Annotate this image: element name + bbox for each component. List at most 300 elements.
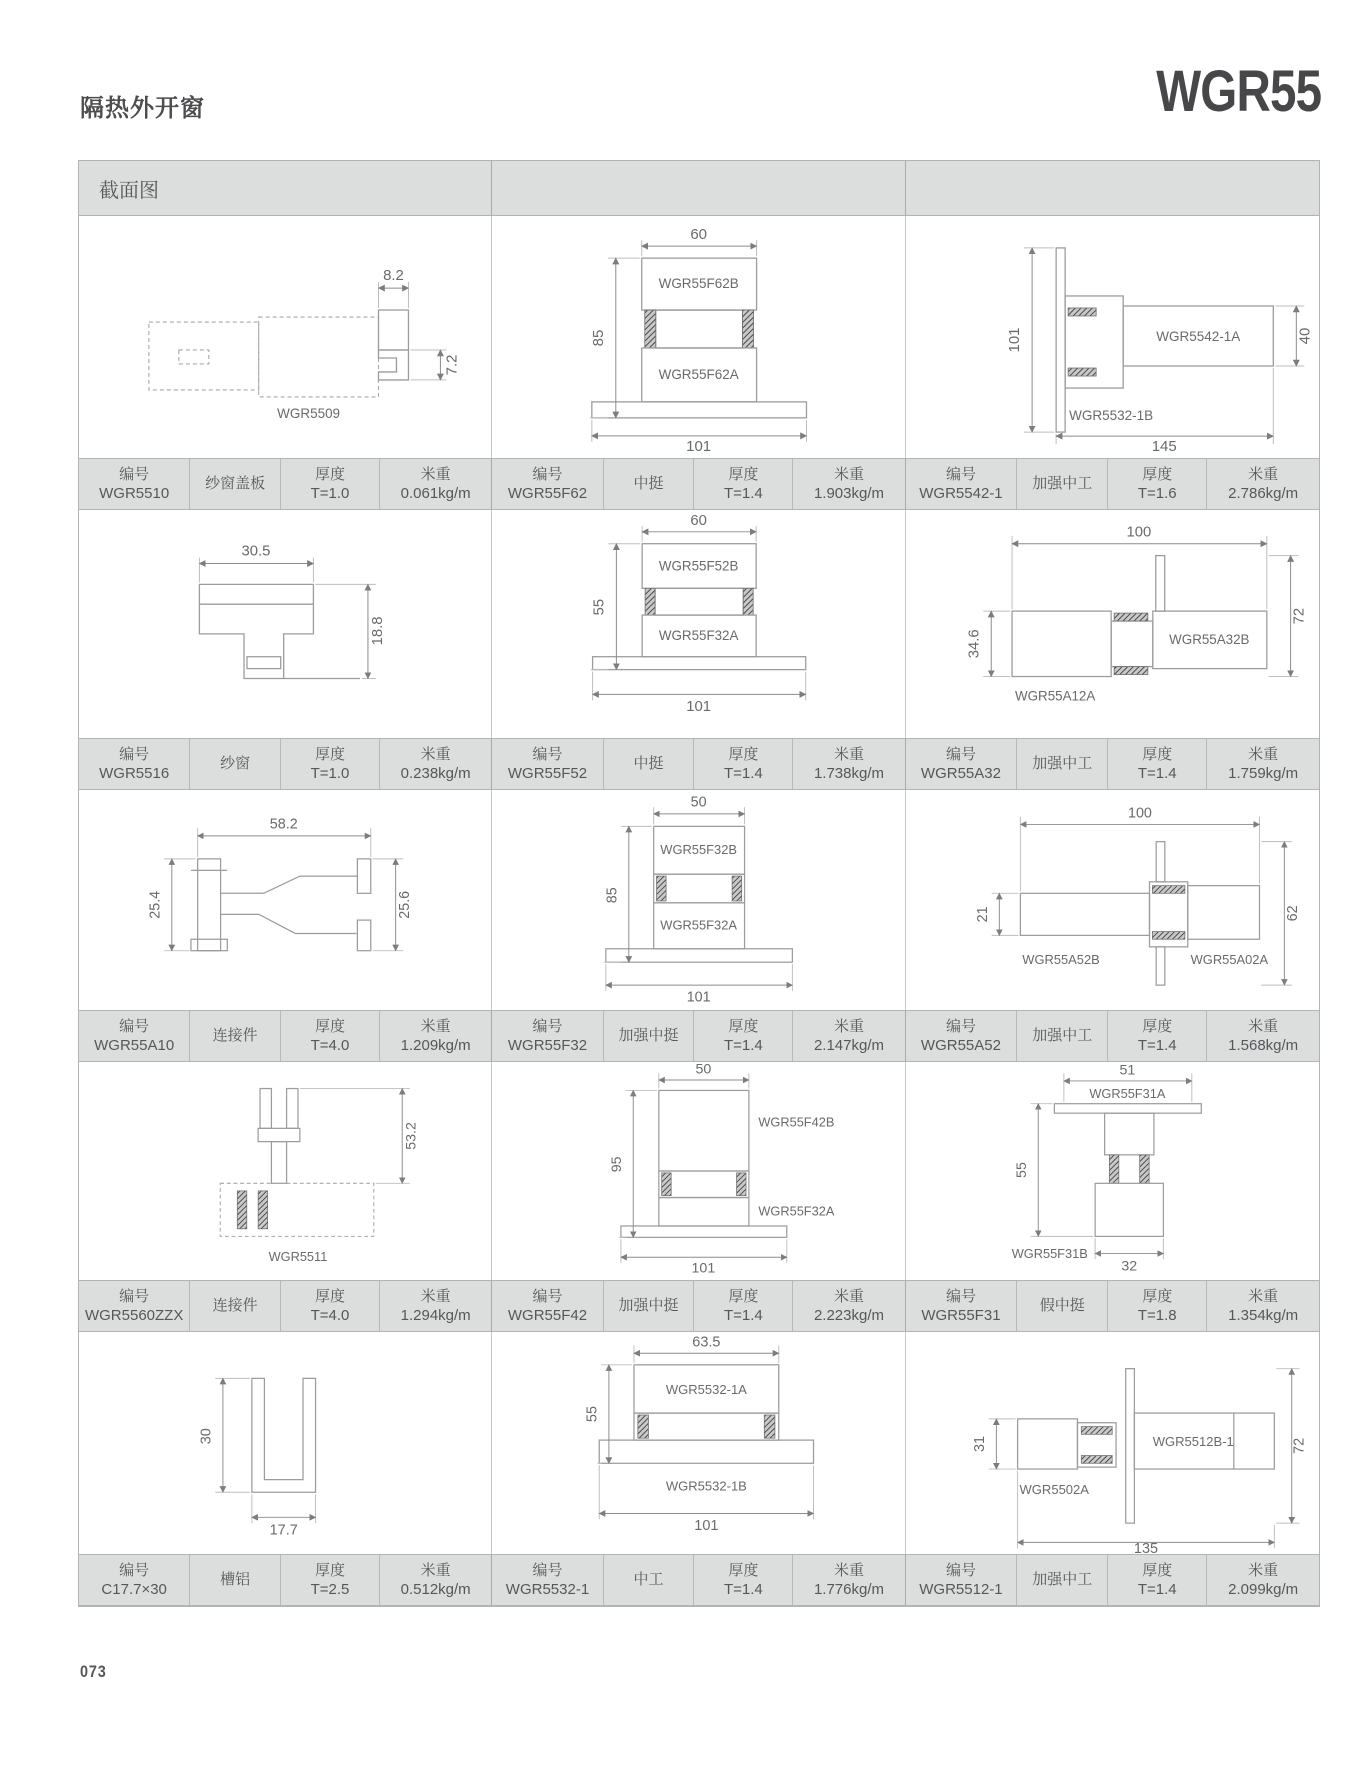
spec-group [906, 1555, 1319, 1605]
spec-weight-value: 1.354kg/m [1228, 1307, 1299, 1324]
spec-code-label: 编号 [532, 1287, 563, 1305]
dim-label: 101 [691, 1260, 716, 1277]
series-code: WGR55 [1155, 59, 1321, 124]
profile-label: WGR55F52B [659, 558, 739, 574]
spec-thickness-label: 厚度 [1142, 745, 1173, 763]
spec-thickness-value: T=1.4 [723, 765, 763, 782]
spec-code-value: WGR55A10 [94, 1037, 175, 1054]
spec-thickness-label: 厚度 [1142, 1017, 1173, 1035]
dim-label: 8.2 [383, 267, 404, 285]
spec-code-value: WGR55F62 [507, 485, 588, 502]
spec-weight [380, 459, 491, 509]
page-title: 隔热外开窗 [80, 95, 205, 122]
spec-group [79, 1011, 492, 1061]
spec-thickness-value: T=1.4 [723, 1307, 763, 1324]
profile-label: WGR55F32B [660, 842, 738, 858]
dim-label: 101 [686, 699, 712, 716]
spec-weight [793, 1281, 904, 1331]
spec-code-label: 编号 [532, 1561, 563, 1579]
profile-label: WGR55F31A [1089, 1086, 1166, 1102]
spec-weight-value: 0.512kg/m [400, 1581, 471, 1598]
spec-name [604, 739, 695, 789]
drawing-row [79, 216, 1319, 458]
dim-label: 50 [695, 1062, 712, 1078]
dim-label: 40 [1295, 327, 1313, 345]
spec-code-value: WGR5512-1 [919, 1581, 1003, 1598]
profile-drawing [906, 790, 1319, 1010]
profile-label: WGR55F42B [758, 1114, 835, 1130]
spec-thickness [1108, 1281, 1207, 1331]
spec-weight [1207, 1555, 1319, 1605]
spec-thickness-value: T=1.4 [1137, 1581, 1177, 1598]
profile-outline [252, 1378, 316, 1492]
spec-group [492, 1011, 905, 1061]
spec-group [79, 739, 492, 789]
spec-row [79, 1010, 1319, 1062]
spec-weight-value: 1.759kg/m [1228, 765, 1299, 782]
spec-weight-label: 米重 [1248, 1017, 1279, 1035]
spec-thickness [694, 1011, 793, 1061]
profile-label: WGR5511 [268, 1249, 328, 1265]
spec-name [1017, 1281, 1108, 1331]
profile-drawing [906, 1332, 1319, 1554]
dim-label: 21 [974, 906, 991, 923]
spec-name-value: 连接件 [212, 1027, 258, 1045]
dimensions [147, 816, 413, 950]
drawing-wgr55f42 [492, 1062, 905, 1280]
spec-thickness-label: 厚度 [315, 1017, 346, 1035]
spec-code-label: 编号 [945, 1287, 976, 1305]
spec-weight-label: 米重 [420, 1561, 451, 1579]
spec-weight [380, 1011, 491, 1061]
dim-label: 53.2 [403, 1122, 420, 1150]
spec-thickness-label: 厚度 [1142, 1561, 1173, 1579]
profile-drawing [79, 216, 491, 458]
dimensions [198, 1378, 315, 1538]
spec-code-value: WGR55F42 [507, 1307, 588, 1324]
dim-label: 51 [1119, 1062, 1135, 1079]
spec-weight-value: 1.294kg/m [400, 1307, 471, 1324]
drawing-row [79, 1062, 1319, 1280]
dimensions [590, 226, 807, 455]
dim-label: 62 [1284, 905, 1301, 922]
page-number: 073 [80, 1662, 107, 1681]
profile-label: WGR5542-1A [1155, 329, 1240, 345]
spec-code-value: WGR5532-1 [505, 1581, 590, 1598]
profile-drawing [906, 1062, 1319, 1280]
spec-thickness [1108, 1555, 1207, 1605]
spec-thickness-label: 厚度 [728, 465, 759, 483]
dim-label: 63.5 [692, 1334, 721, 1351]
spec-name-value: 中挺 [633, 475, 664, 493]
profile-label: WGR5532-1A [666, 1381, 748, 1397]
spec-group [492, 459, 905, 509]
section-header-cell [492, 161, 905, 215]
spec-thickness-value: T=1.4 [723, 1037, 763, 1054]
spec-group [906, 1281, 1319, 1331]
drawing-wgr55f62 [492, 216, 905, 458]
spec-weight-value: 0.238kg/m [400, 765, 471, 782]
spec-code [79, 1011, 190, 1061]
spec-thickness [281, 739, 380, 789]
spec-name-value: 中挺 [633, 755, 664, 773]
spec-weight-label: 米重 [1248, 1561, 1279, 1579]
dim-label: 95 [609, 1156, 626, 1173]
drawing-wgr5516 [79, 510, 492, 738]
profile-drawing [79, 510, 491, 738]
spec-weight-value: 2.147kg/m [813, 1037, 884, 1054]
spec-code-label: 编号 [945, 745, 976, 763]
drawing-wgr55a52 [906, 790, 1319, 1010]
dim-label: 18.8 [369, 616, 386, 646]
profile-label: WGR55F32A [660, 917, 738, 933]
dimensions [1006, 248, 1313, 455]
profile-outline [220, 1089, 374, 1237]
spec-group [492, 739, 905, 789]
spec-weight [380, 1555, 491, 1605]
drawing-channel [79, 1332, 492, 1554]
spec-name [604, 1011, 695, 1061]
spec-row [79, 738, 1319, 790]
spec-weight-value: 1.568kg/m [1228, 1037, 1299, 1054]
spec-code [79, 1555, 190, 1605]
spec-row [79, 1280, 1319, 1332]
profile-drawing [492, 510, 904, 738]
spec-thickness [694, 1555, 793, 1605]
spec-thickness [694, 1281, 793, 1331]
spec-code [492, 739, 603, 789]
dim-label: 101 [686, 437, 712, 455]
spec-code [79, 739, 190, 789]
spec-group [492, 1555, 905, 1605]
dim-label: 17.7 [269, 1522, 298, 1539]
spec-weight [1207, 739, 1319, 789]
spec-weight [380, 1281, 491, 1331]
spec-thickness-value: T=1.0 [310, 485, 350, 502]
spec-weight-label: 米重 [1248, 745, 1279, 763]
spec-thickness-value: T=4.0 [310, 1037, 350, 1054]
profile-label: WGR55F31B [1011, 1246, 1088, 1262]
drawing-wgr5511 [79, 1062, 492, 1280]
spec-thickness-label: 厚度 [315, 1287, 346, 1305]
drawing-wgr55f32 [492, 790, 905, 1010]
dim-label: 60 [690, 512, 708, 529]
profile-outline [149, 310, 409, 397]
spec-weight [380, 739, 491, 789]
section-header-cell [79, 161, 492, 215]
profile-label: WGR55A02A [1190, 952, 1268, 968]
drawing-wgr5509 [79, 216, 492, 458]
spec-weight-value: 2.223kg/m [813, 1307, 884, 1324]
drawing-wgr5542-1 [906, 216, 1319, 458]
spec-weight-label: 米重 [1248, 1287, 1279, 1305]
spec-group [79, 459, 492, 509]
spec-thickness [694, 739, 793, 789]
spec-code-label: 编号 [532, 465, 563, 483]
spec-code-label: 编号 [532, 745, 563, 763]
spec-code [492, 1281, 603, 1331]
drawing-wgr55a10 [79, 790, 492, 1010]
dim-label: 72 [1290, 1437, 1307, 1454]
profile-drawing [79, 790, 491, 1010]
spec-code-label: 编号 [532, 1017, 563, 1035]
profile-outline [199, 584, 360, 678]
spec-weight-label: 米重 [420, 1017, 451, 1035]
spec-name-value: 加强中工 [1032, 1027, 1093, 1045]
drawing-row [79, 790, 1319, 1010]
spec-weight-value: 0.061kg/m [400, 485, 471, 502]
dim-label: 145 [1151, 438, 1177, 456]
dim-label: 7.2 [443, 354, 461, 376]
spec-code [906, 1281, 1018, 1331]
profile-drawing [492, 1332, 904, 1554]
spec-name [190, 1555, 281, 1605]
spec-name-value: 纱窗 [220, 755, 251, 773]
drawing-wgr5512-1 [906, 1332, 1319, 1554]
dim-label: 101 [694, 1517, 719, 1534]
spec-group [492, 1281, 905, 1331]
spec-weight-label: 米重 [833, 465, 864, 483]
spec-group [906, 459, 1319, 509]
spec-thickness-value: T=1.4 [723, 485, 763, 502]
spec-weight [793, 739, 904, 789]
drawing-wgr55a32 [906, 510, 1319, 738]
spec-code-label: 编号 [119, 745, 150, 763]
spec-thickness [694, 459, 793, 509]
spec-code-label: 编号 [119, 1561, 150, 1579]
spec-thickness [281, 1555, 380, 1605]
spec-thickness-label: 厚度 [728, 745, 759, 763]
profile-label: WGR5532-1B [1068, 408, 1153, 424]
spec-weight-value: 1.776kg/m [813, 1581, 884, 1598]
spec-weight-value: 2.786kg/m [1228, 485, 1299, 502]
spec-thickness-value: T=2.5 [310, 1581, 350, 1598]
spec-code [79, 459, 190, 509]
profile-catalog-table [78, 160, 1320, 1607]
spec-code-value: WGR5560ZZX [84, 1307, 184, 1324]
spec-thickness [281, 459, 380, 509]
profile-label: WGR5512B-1 [1152, 1433, 1234, 1449]
drawing-row [79, 510, 1319, 738]
profile-outline [600, 1365, 814, 1463]
section-header-cell [906, 161, 1319, 215]
spec-name [190, 459, 281, 509]
spec-thickness-value: T=4.0 [310, 1307, 350, 1324]
dim-label: 72 [1291, 607, 1308, 625]
spec-thickness-label: 厚度 [728, 1561, 759, 1579]
spec-name [190, 1011, 281, 1061]
dim-label: 100 [1126, 524, 1151, 541]
section-header-row [79, 161, 1319, 216]
profile-label: WGR55A32B [1168, 631, 1250, 647]
spec-weight-value: 1.738kg/m [813, 765, 884, 782]
spec-weight-label: 米重 [833, 1287, 864, 1305]
dim-label: 55 [1013, 1162, 1030, 1178]
section-header-label: 截面图 [99, 179, 159, 202]
spec-code [492, 1555, 603, 1605]
spec-weight-label: 米重 [833, 1561, 864, 1579]
spec-code-value: WGR55F32 [507, 1037, 588, 1054]
profile-drawing [906, 510, 1319, 738]
spec-name-value: 加强中工 [1032, 1571, 1093, 1589]
profile-drawing [492, 216, 904, 458]
spec-weight-value: 2.099kg/m [1228, 1581, 1299, 1598]
dim-label: 135 [1133, 1541, 1158, 1554]
profile-label: WGR5502A [1019, 1482, 1089, 1498]
spec-thickness [1108, 459, 1207, 509]
spec-weight [793, 1555, 904, 1605]
spec-code-value: C17.7×30 [101, 1581, 167, 1598]
profile-drawing [79, 1062, 491, 1280]
spec-code [906, 1555, 1018, 1605]
spec-weight [793, 459, 904, 509]
spec-thickness-label: 厚度 [315, 465, 346, 483]
spec-name [1017, 1555, 1108, 1605]
profile-label: WGR55F32A [659, 627, 739, 643]
spec-code-value: WGR55A52 [920, 1037, 1001, 1054]
dimensions [609, 1062, 787, 1276]
dim-label: 60 [690, 226, 708, 244]
spec-thickness-value: T=1.8 [1137, 1307, 1177, 1324]
dim-label: 34.6 [966, 629, 983, 659]
dimensions [966, 525, 1307, 677]
spec-weight [1207, 1011, 1319, 1061]
spec-code-label: 编号 [945, 465, 976, 483]
spec-thickness-label: 厚度 [315, 1561, 346, 1579]
spec-thickness [1108, 1011, 1207, 1061]
spec-thickness-label: 厚度 [1142, 1287, 1173, 1305]
spec-code [79, 1281, 190, 1331]
spec-code [492, 1011, 603, 1061]
spec-weight [1207, 1281, 1319, 1331]
spec-group [906, 1011, 1319, 1061]
profile-drawing [492, 790, 904, 1010]
spec-name [604, 1555, 695, 1605]
dim-label: 32 [1121, 1258, 1137, 1275]
spec-name-value: 槽铝 [220, 1571, 251, 1589]
spec-weight-label: 米重 [833, 1017, 864, 1035]
spec-thickness-value: T=1.4 [1137, 765, 1177, 782]
drawing-wgr5532-1 [492, 1332, 905, 1554]
dim-label: 25.4 [147, 890, 164, 919]
spec-name [604, 459, 695, 509]
dimensions [199, 544, 385, 679]
spec-weight-label: 米重 [420, 465, 451, 483]
spec-thickness-label: 厚度 [1142, 465, 1173, 483]
spec-code-label: 编号 [119, 465, 150, 483]
spec-thickness-value: T=1.4 [1137, 1037, 1177, 1054]
spec-code-value: WGR55F31 [921, 1307, 1001, 1324]
profile-drawing [906, 216, 1319, 458]
spec-name [1017, 459, 1108, 509]
spec-thickness-value: T=1.0 [310, 765, 350, 782]
spec-thickness-label: 厚度 [728, 1287, 759, 1305]
spec-code-label: 编号 [945, 1017, 976, 1035]
profile-label: WGR55F32A [758, 1203, 835, 1219]
spec-code-value: WGR5542-1 [919, 485, 1003, 502]
spec-code-label: 编号 [945, 1561, 976, 1579]
dim-label: 101 [1005, 327, 1023, 353]
spec-name-value: 加强中挺 [618, 1297, 679, 1315]
profile-label: WGR55A52B [1021, 952, 1100, 968]
profile-drawing [79, 1332, 491, 1554]
spec-row [79, 458, 1319, 510]
spec-name-value: 加强中工 [1032, 475, 1093, 493]
profile-drawing [492, 1062, 904, 1280]
spec-name [1017, 739, 1108, 789]
spec-name [190, 1281, 281, 1331]
profile-outline [1012, 556, 1267, 677]
spec-code-label: 编号 [119, 1017, 150, 1035]
spec-thickness [281, 1281, 380, 1331]
spec-name-value: 假中挺 [1039, 1297, 1085, 1315]
spec-name-value: 连接件 [212, 1297, 258, 1315]
drawing-wgr55f52 [492, 510, 905, 738]
dim-label: 31 [971, 1435, 988, 1453]
spec-weight-label: 米重 [420, 745, 451, 763]
dimensions [971, 1369, 1306, 1554]
spec-thickness [281, 1011, 380, 1061]
spec-group [79, 1555, 492, 1605]
spec-thickness-label: 厚度 [315, 745, 346, 763]
spec-code [492, 459, 603, 509]
dim-label: 85 [604, 887, 621, 904]
profile-outline [191, 859, 371, 951]
dim-label: 55 [584, 1405, 601, 1423]
spec-name-value: 中工 [633, 1571, 664, 1589]
spec-code [906, 739, 1018, 789]
spec-weight-value: 1.209kg/m [400, 1037, 471, 1054]
profile-outline [1054, 1104, 1201, 1237]
spec-thickness-value: T=1.4 [723, 1581, 763, 1598]
spec-code-value: WGR55F52 [507, 765, 588, 782]
spec-code-value: WGR55A32 [920, 765, 1001, 782]
profile-label: WGR55F62A [658, 366, 740, 382]
spec-name-value: 加强中挺 [618, 1027, 679, 1045]
dim-label: 25.6 [397, 890, 414, 919]
profile-label: WGR5509 [277, 405, 341, 421]
dimensions [379, 267, 461, 380]
dim-label: 58.2 [269, 816, 298, 833]
spec-row [79, 1554, 1319, 1606]
profile-label: WGR5532-1B [666, 1478, 748, 1494]
drawing-wgr55f31 [906, 1062, 1319, 1280]
spec-name-value: 加强中工 [1032, 755, 1093, 773]
spec-thickness-label: 厚度 [728, 1017, 759, 1035]
profile-outline [1017, 1369, 1274, 1523]
profile-label: WGR55F62B [658, 276, 740, 292]
spec-code-label: 编号 [119, 1287, 150, 1305]
spec-name [1017, 1011, 1108, 1061]
spec-code [906, 1011, 1018, 1061]
spec-weight [1207, 459, 1319, 509]
spec-code [906, 459, 1018, 509]
spec-group [79, 1281, 492, 1331]
drawing-row [79, 1332, 1319, 1554]
dim-label: 101 [687, 989, 711, 1006]
dim-label: 85 [590, 329, 608, 347]
dimensions [300, 1089, 420, 1184]
spec-name-value: 纱窗盖板 [205, 475, 266, 493]
profile-label: WGR55A12A [1014, 688, 1095, 704]
dim-label: 30.5 [241, 543, 271, 560]
spec-weight [793, 1011, 904, 1061]
dim-label: 100 [1127, 805, 1152, 822]
spec-code-value: WGR5516 [99, 765, 170, 782]
dim-label: 50 [691, 794, 707, 811]
dim-label: 55 [591, 598, 608, 616]
dim-label: 30 [198, 1428, 215, 1445]
